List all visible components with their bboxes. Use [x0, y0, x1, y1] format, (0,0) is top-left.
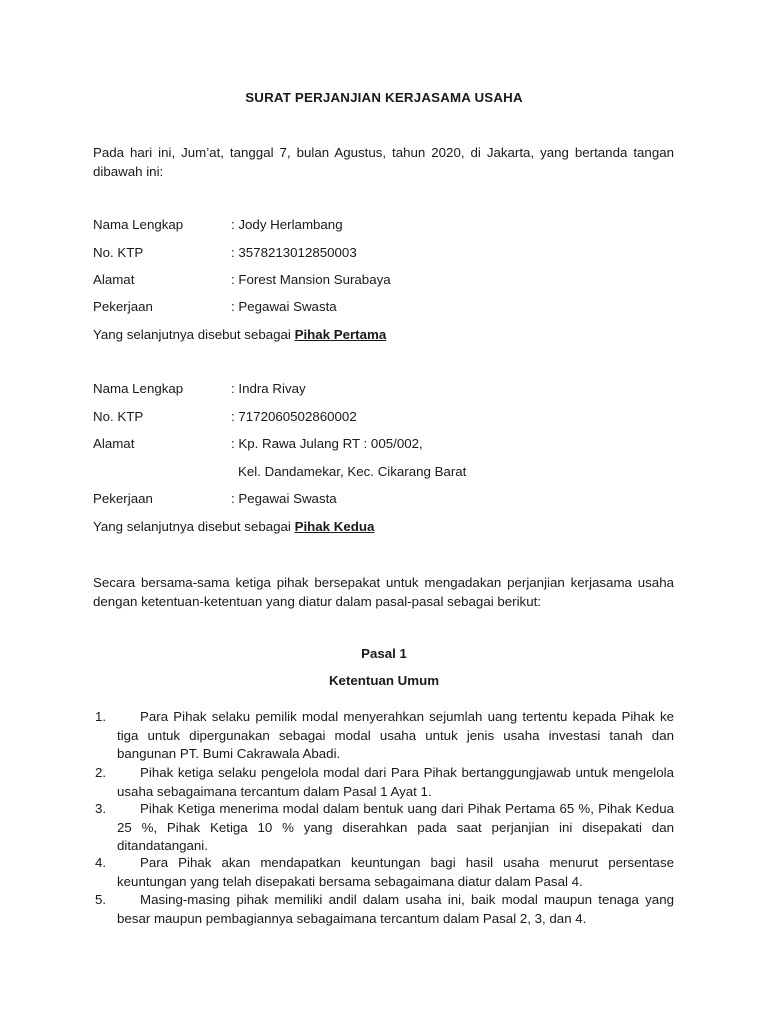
list-item-text: Pihak ketiga selaku pengelola modal dari Para Pihak bertanggungjawab untuk mengelola usaha sebagaimana tercantum dalam Pasal 1 Ayat 1. — [117, 765, 674, 799]
list-item-number: 3. — [95, 801, 107, 816]
list-item-text: Para Pihak akan mendapatkan keuntungan bagi hasil usaha menurut persentase keuntungan yang telah disepakati bersama sebagaimana diatur dalam Pasal 4. — [117, 855, 674, 889]
party2-ktp-value: : 7172060502860002 — [231, 409, 357, 424]
intro-paragraph: Pada hari ini, Jum’at, tanggal 7, bulan Agustus, tahun 2020, di Jakarta, yang bertanda tangan dibawah ini: — [93, 145, 674, 179]
list-item — [117, 891, 674, 928]
list-item-text: Masing-masing pihak memiliki andil dalam usaha ini, baik modal maupun tenaga yang besar maupun pembagiannya sebagaimana tercantum dalam Pasal 2, 3, dan 4. — [117, 892, 674, 926]
party1-name-value: : Jody Herlambang — [231, 217, 343, 232]
pasal-heading: Pasal 1 — [361, 646, 407, 661]
party2-designation — [93, 519, 374, 534]
party1-job-label: Pekerjaan — [93, 299, 153, 314]
list-item-number: 1. — [95, 709, 107, 724]
party1-address-value: : Forest Mansion Surabaya — [231, 272, 391, 287]
party1-address-label: Alamat — [93, 272, 135, 287]
party1-job-value: : Pegawai Swasta — [231, 299, 337, 314]
party1-ktp-value: : 3578213012850003 — [231, 245, 357, 260]
list-item-number: 4. — [95, 855, 107, 870]
party2-address-label: Alamat — [93, 436, 135, 451]
list-item-text: Pihak Ketiga menerima modal dalam bentuk uang dari Pihak Pertama 65 %, Pihak Kedua 25 %, Pihak Ketiga 10 % yang diserahkan pada saat perjanjian ini disepakati dan ditandatangani. — [117, 801, 674, 854]
party2-name-value: : Indra Rivay — [231, 381, 306, 396]
list-item — [117, 764, 674, 801]
list-item-number: 5. — [95, 892, 107, 907]
party2-job-value: : Pegawai Swasta — [231, 491, 337, 506]
party2-ktp-label: No. KTP — [93, 409, 144, 424]
party1-ktp-label: No. KTP — [93, 245, 144, 260]
party1-designation — [93, 327, 386, 342]
party2-job-label: Pekerjaan — [93, 491, 153, 506]
list-item — [117, 708, 674, 764]
agreement-paragraph: Secara bersama-sama ketiga pihak bersepakat untuk mengadakan perjanjian kerjasama usaha dengan ketentuan-ketentuan yang diatur dalam pasal-pasal sebagai berikut: — [93, 575, 674, 609]
list-item — [117, 800, 674, 856]
party1-name-label: Nama Lengkap — [93, 217, 184, 232]
party2-designation-prefix: Yang selanjutnya disebut sebagai — [93, 519, 295, 534]
party2-address-continuation: Kel. Dandamekar, Kec. Cikarang Barat — [238, 464, 467, 479]
party1-designation-name: Pihak Pertama — [294, 327, 387, 342]
pasal-subheading: Ketentuan Umum — [328, 673, 440, 688]
party1-designation-prefix: Yang selanjutnya disebut sebagai — [93, 327, 295, 342]
list-item — [117, 854, 674, 891]
party2-name-label: Nama Lengkap — [93, 381, 184, 396]
party2-designation-name: Pihak Kedua — [294, 519, 375, 534]
document-title: SURAT PERJANJIAN KERJASAMA USAHA — [245, 90, 523, 105]
list-item-number: 2. — [95, 765, 107, 780]
party2-address-value: : Kp. Rawa Julang RT : 005/002, — [231, 436, 423, 451]
list-item-text: Para Pihak selaku pemilik modal menyerahkan sejumlah uang tertentu kepada Pihak ke tiga untuk dipergunakan sebagai modal usaha untuk jenis usaha investasi tanah dan bangunan PT. Bumi Cakrawala Abadi. — [117, 709, 674, 762]
